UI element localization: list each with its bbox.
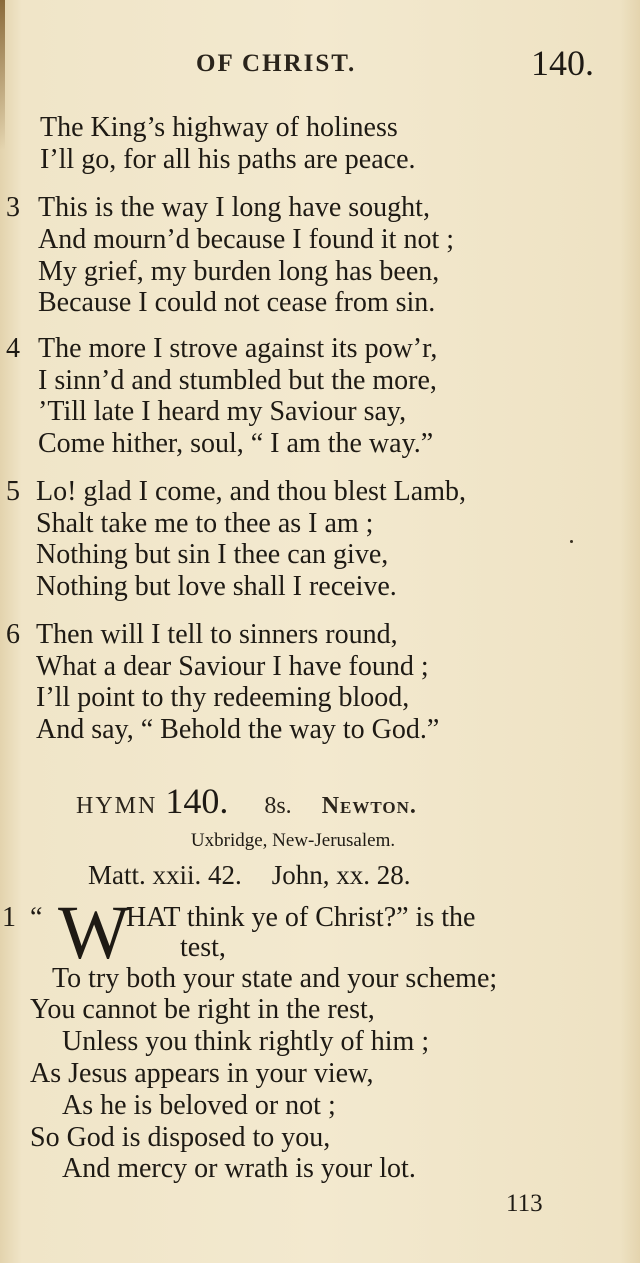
verse-line: Shalt take me to thee as I am ; bbox=[36, 508, 374, 539]
verse-number: 6 bbox=[6, 619, 20, 650]
verse-number: 1 bbox=[2, 902, 16, 933]
drop-cap: W bbox=[58, 891, 130, 975]
verse-line: Lo! glad I come, and thou blest Lamb, bbox=[36, 476, 466, 507]
hymn-line: As Jesus appears in your view, bbox=[30, 1058, 374, 1089]
verse-line: Because I could not cease from sin. bbox=[38, 287, 436, 318]
scripture-ref-john: John, xx. 28. bbox=[271, 860, 411, 890]
verse-line: What a dear Saviour I have found ; bbox=[36, 651, 429, 682]
hymn-composer: Newton. bbox=[321, 793, 417, 819]
verse-line: This is the way I long have sought, bbox=[38, 192, 430, 223]
hymn-number: 140. bbox=[165, 781, 229, 821]
verse-line: The more I strove against its pow’r, bbox=[38, 333, 438, 364]
verse-line: Come hither, soul, “ I am the way.” bbox=[38, 428, 434, 459]
hymn-line: As he is beloved or not ; bbox=[62, 1090, 336, 1121]
verse-line: Then will I tell to sinners round, bbox=[36, 619, 398, 650]
verse-line: And mourn’d because I found it not ; bbox=[38, 224, 455, 255]
verse-line: And say, “ Behold the way to God.” bbox=[36, 714, 440, 745]
verse-line: Nothing but sin I thee can give, bbox=[36, 539, 389, 570]
page-number: 140. bbox=[531, 43, 594, 83]
verse-number: 4 bbox=[6, 333, 20, 364]
verse-line: Nothing but love shall I receive. bbox=[36, 571, 397, 602]
scripture-ref-matthew: Matt. xxii. 42. bbox=[88, 860, 242, 890]
hymn-tunes: Uxbridge, New-Jerusalem. bbox=[190, 830, 396, 851]
verse-line: My grief, my burden long has been, bbox=[38, 256, 440, 287]
hymn-line: You cannot be right in the rest, bbox=[30, 994, 375, 1025]
open-quote: “ bbox=[30, 902, 43, 933]
hymn-line: HAT think ye of Christ?” is the bbox=[126, 902, 476, 933]
hymn-line: test, bbox=[180, 932, 226, 963]
verse-number: 3 bbox=[6, 192, 20, 223]
verse-line: I’ll point to thy redeeming blood, bbox=[36, 682, 410, 713]
verse-line: I sinn’d and stumbled but the more, bbox=[38, 365, 437, 396]
hymn-label: HYMN bbox=[76, 793, 158, 819]
page-header bbox=[0, 42, 640, 92]
verse-line: ’Till late I heard my Saviour say, bbox=[38, 396, 407, 427]
hymn-line: Unless you think rightly of him ; bbox=[62, 1026, 430, 1057]
hymn-heading bbox=[76, 780, 417, 822]
hymn-line: So God is disposed to you, bbox=[30, 1122, 331, 1153]
verse-number: 5 bbox=[6, 476, 20, 507]
continuation-line-1: The King’s highway of holiness bbox=[40, 112, 398, 143]
running-title: OF CHRIST. bbox=[196, 50, 357, 77]
scripture-reference bbox=[88, 860, 411, 891]
signature-mark: 113 bbox=[506, 1190, 543, 1217]
hymn-meter: 8s. bbox=[264, 793, 292, 819]
continuation-line-2: I’ll go, for all his paths are peace. bbox=[40, 144, 416, 175]
hymn-line: And mercy or wrath is your lot. bbox=[62, 1153, 416, 1184]
hymn-line: To try both your state and your scheme; bbox=[52, 963, 498, 994]
ink-speck bbox=[570, 540, 573, 543]
